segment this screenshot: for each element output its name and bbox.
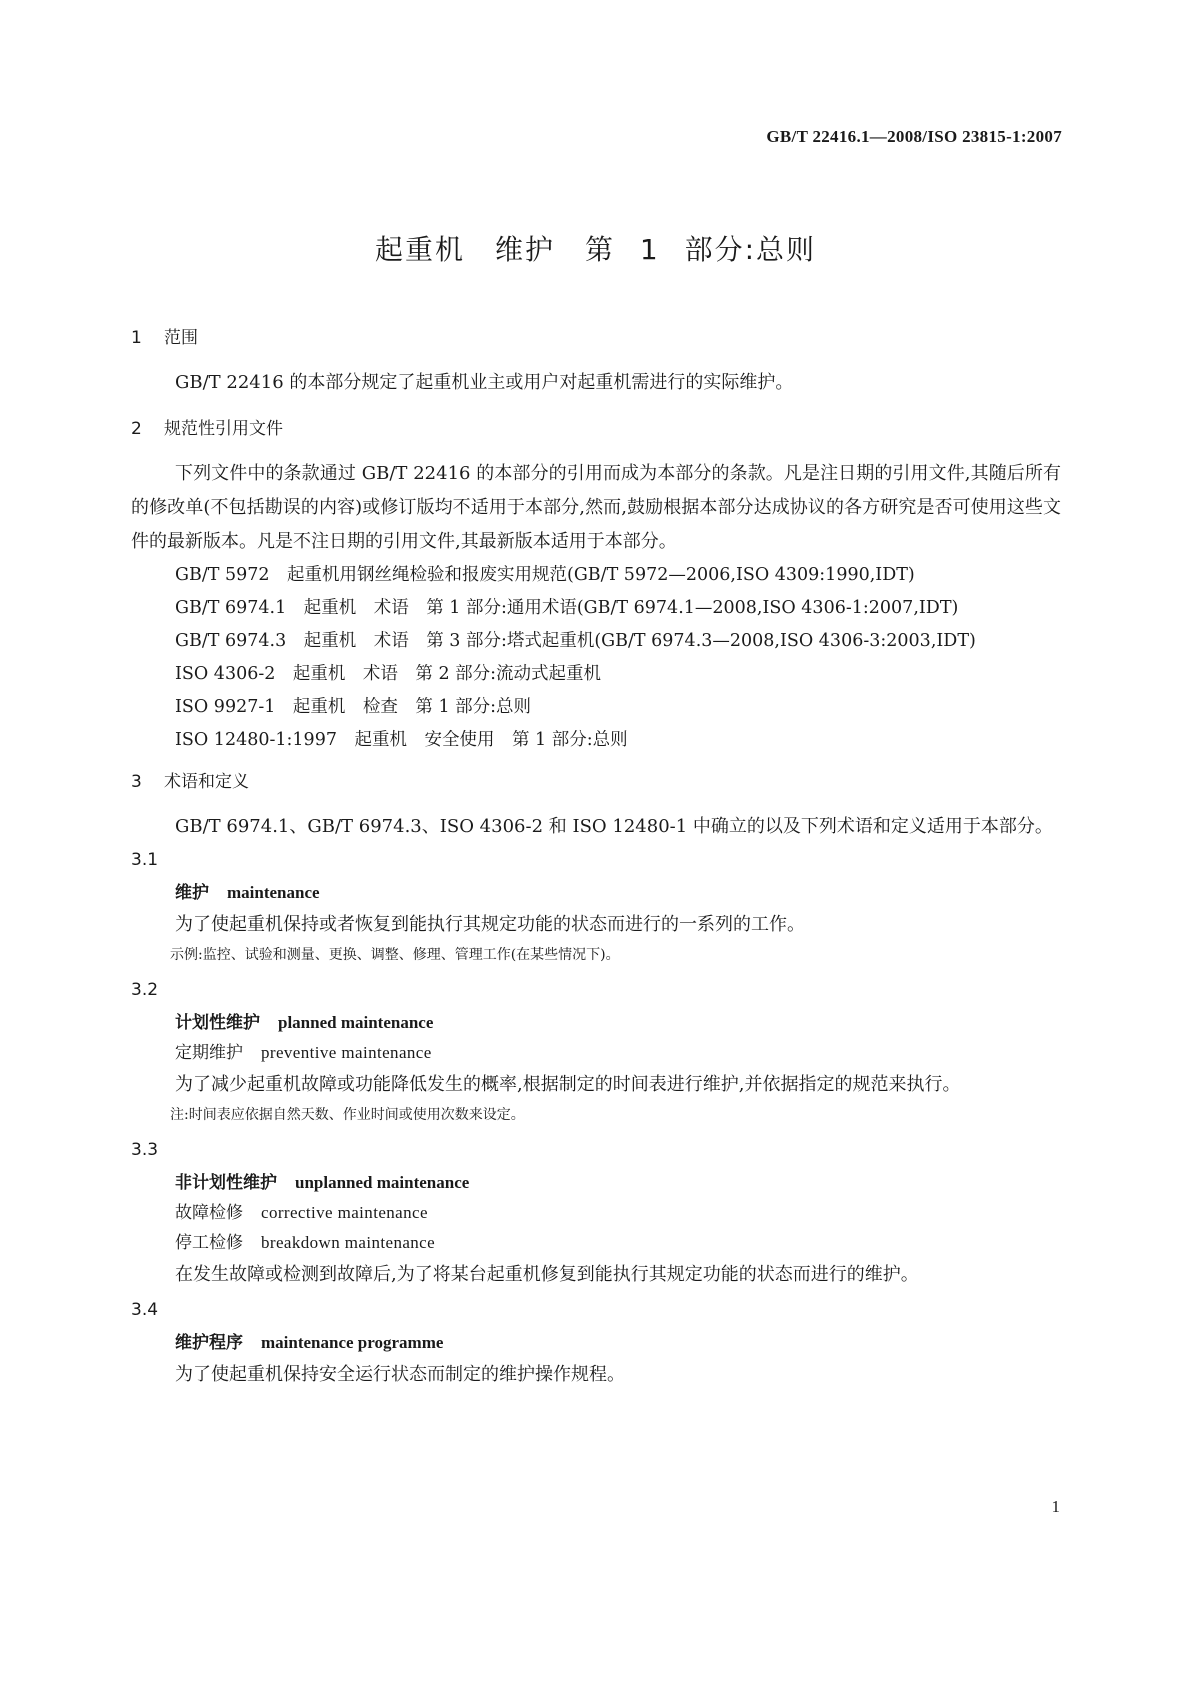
- term-zh: 维护: [175, 883, 209, 903]
- section-title: 术语和定义: [164, 772, 249, 792]
- reference-list: [131, 559, 1061, 757]
- section-title: 范围: [164, 328, 198, 348]
- term-zh: 计划性维护: [175, 1013, 260, 1033]
- term-en: unplanned maintenance: [295, 1173, 470, 1192]
- synonym-zh: 停工检修: [175, 1233, 243, 1253]
- synonym-en: corrective maintenance: [261, 1203, 428, 1222]
- term-number: 3.1: [131, 850, 159, 870]
- reference-item: ISO 12480-1:1997 起重机 安全使用 第 1 部分:总则: [175, 730, 628, 750]
- term-synonym: [175, 1228, 1061, 1258]
- term-name: [175, 1168, 1061, 1198]
- term-zh: 非计划性维护: [175, 1173, 277, 1193]
- section-terms-and-definitions: [131, 770, 1061, 1392]
- term-definition: 在发生故障或检测到故障后,为了将某台起重机修复到能执行其规定功能的状态而进行的维护。: [175, 1264, 919, 1285]
- synonym-zh: 定期维护: [175, 1043, 243, 1063]
- term-entry: [131, 1138, 1061, 1292]
- document-title: 起重机 维护 第 1 部分:总则: [374, 233, 817, 266]
- section-heading: [131, 326, 1061, 350]
- reference-item: ISO 9927-1 起重机 检查 第 1 部分:总则: [175, 697, 532, 717]
- section-number: 3: [131, 772, 142, 792]
- term-definition: 为了使起重机保持安全运行状态而制定的维护操作规程。: [175, 1364, 625, 1385]
- term-entry: [131, 1298, 1061, 1392]
- page-number: 1: [1051, 1497, 1060, 1516]
- term-number: 3.2: [131, 980, 159, 1000]
- document-body: [131, 326, 1061, 1392]
- reference-item: GB/T 6974.1 起重机 术语 第 1 部分:通用术语(GB/T 6974.1—2008,ISO 4306-1:2007,IDT): [175, 598, 959, 618]
- term-en: planned maintenance: [278, 1013, 434, 1032]
- term-entry: [131, 978, 1061, 1128]
- term-en: maintenance programme: [261, 1333, 444, 1352]
- term-example: 示例:监控、试验和测量、更换、调整、修理、管理工作(在某些情况下)。: [170, 947, 620, 963]
- paragraph: GB/T 6974.1、GB/T 6974.3、ISO 4306-2 和 ISO 12480-1 中确立的以及下列术语和定义适用于本部分。: [175, 816, 1053, 837]
- paragraph: GB/T 22416 的本部分规定了起重机业主或用户对起重机需进行的实际维护。: [175, 372, 794, 393]
- term-name: [175, 1328, 1061, 1358]
- term-number: 3.4: [131, 1300, 159, 1320]
- term-name: [175, 878, 1061, 908]
- section-number: 1: [131, 328, 142, 348]
- reference-item: GB/T 5972 起重机用钢丝绳检验和报废实用规范(GB/T 5972—2006,ISO 4309:1990,IDT): [175, 565, 915, 585]
- term-note: 注:时间表应依据自然天数、作业时间或使用次数来设定。: [170, 1107, 525, 1123]
- section-normative-references: [131, 417, 1061, 757]
- reference-item: ISO 4306-2 起重机 术语 第 2 部分:流动式起重机: [175, 664, 602, 684]
- reference-item: GB/T 6974.3 起重机 术语 第 3 部分:塔式起重机(GB/T 6974.3—2008,ISO 4306-3:2003,IDT): [175, 631, 976, 651]
- synonym-zh: 故障检修: [175, 1203, 243, 1223]
- term-definition: 为了使起重机保持或者恢复到能执行其规定功能的状态而进行的一系列的工作。: [175, 914, 805, 935]
- synonym-en: preventive maintenance: [261, 1043, 432, 1062]
- paragraph: 下列文件中的条款通过 GB/T 22416 的本部分的引用而成为本部分的条款。凡是注日期的引用文件,其随后所有的修改单(不包括勘误的内容)或修订版均不适用于本部分,然而,鼓励根据本部分达成协议的各方研究是否可使用这些文件的最新版本。凡是不注日期的引用文件,其最新版本适用于本部分。: [131, 463, 1061, 552]
- term-synonym: [175, 1038, 1061, 1068]
- synonym-en: breakdown maintenance: [261, 1233, 436, 1252]
- term-entry: [131, 848, 1061, 968]
- section-heading: [131, 770, 1061, 794]
- standard-code: GB/T 22416.1—2008/ISO 23815-1:2007: [766, 127, 1062, 146]
- section-title: 规范性引用文件: [164, 419, 283, 439]
- section-number: 2: [131, 419, 142, 439]
- section-heading: [131, 417, 1061, 441]
- term-synonym: [175, 1198, 1061, 1228]
- term-en: maintenance: [227, 883, 320, 902]
- term-number: 3.3: [131, 1140, 159, 1160]
- section-scope: [131, 326, 1061, 400]
- term-zh: 维护程序: [175, 1333, 243, 1353]
- term-name: [175, 1008, 1061, 1038]
- term-definition: 为了减少起重机故障或功能降低发生的概率,根据制定的时间表进行维护,并依据指定的规范来执行。: [175, 1074, 961, 1095]
